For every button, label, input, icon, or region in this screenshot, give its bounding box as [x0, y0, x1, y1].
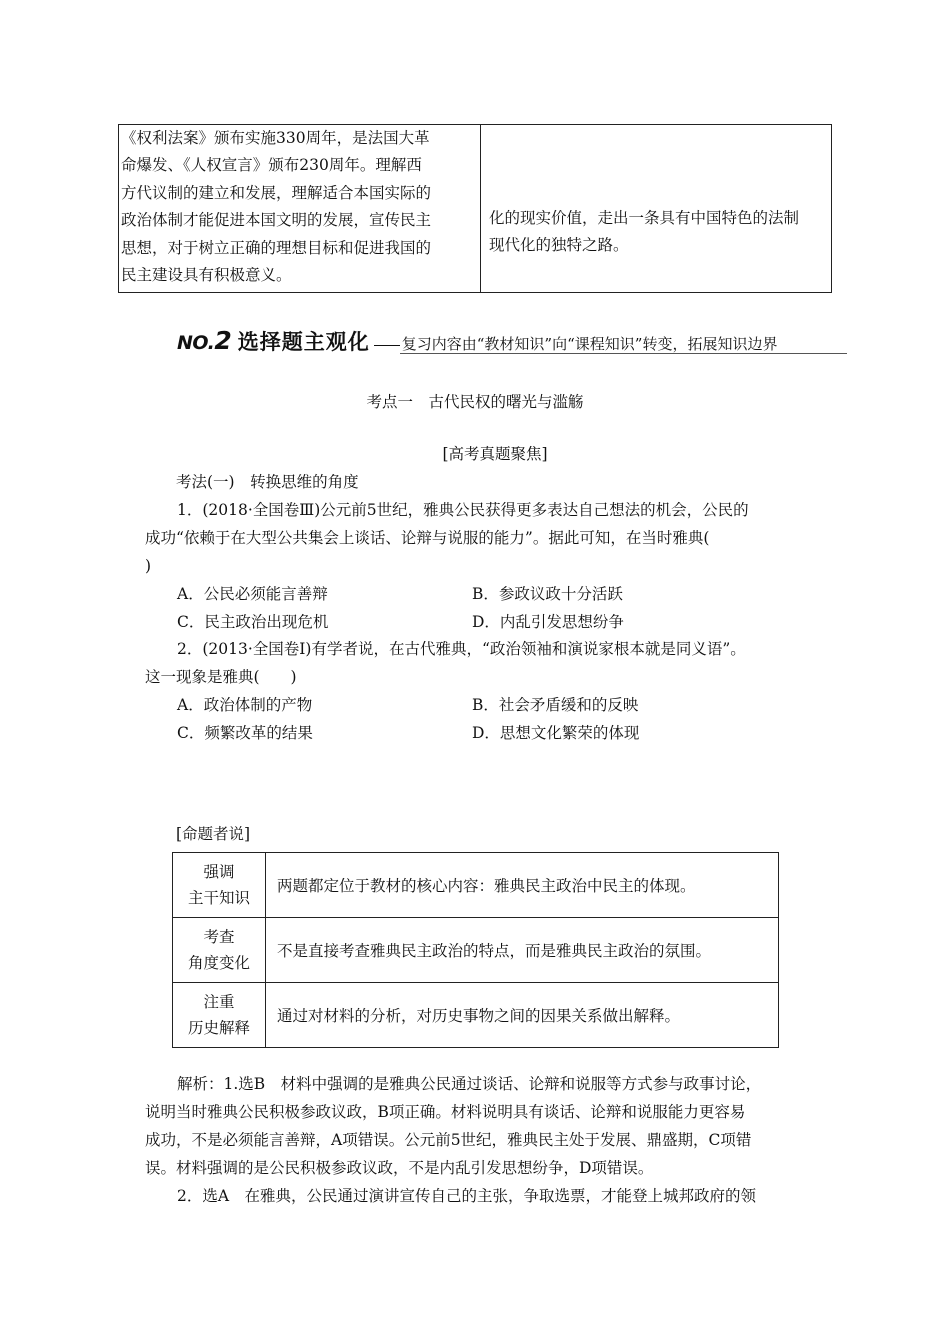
option-b: B．社会矛盾缓和的反映 — [472, 696, 639, 714]
banner-no-label: NO. — [177, 332, 215, 354]
top-continuation-table — [118, 124, 832, 293]
option-c: C．民主政治出现危机 — [177, 613, 329, 631]
proposer-table — [172, 852, 779, 1048]
key-line: 强调 — [203, 863, 235, 881]
row-key — [173, 853, 266, 918]
section-banner — [177, 326, 847, 354]
row-key — [173, 983, 266, 1048]
key-line: 考查 — [203, 928, 235, 946]
analysis-text — [145, 1070, 825, 1210]
banner-dash — [374, 345, 400, 346]
question-line: 成功“依赖于在大型公共集会上谈话、论辩与说服的能力”。据此可知，在当时雅典( — [145, 529, 710, 547]
option-d: D．思想文化繁荣的体现 — [472, 724, 640, 742]
table-row — [173, 853, 779, 918]
question-2 — [145, 635, 825, 747]
text-line: 政治体制才能促进本国文明的发展，宣传民主 — [121, 211, 432, 230]
analysis-line: 2．选A 在雅典，公民通过演讲宣传自己的主张，争取选票，才能登上城邦政府的领 — [177, 1187, 757, 1205]
table-row — [173, 918, 779, 983]
analysis-line: 说明当时雅典公民积极参政议政，B项正确。材料说明具有谈话、论辩和说服能力更容易 — [145, 1103, 746, 1121]
banner-underline — [400, 353, 847, 354]
option-a: A．公民必须能言善辩 — [177, 585, 328, 603]
focus-heading: [高考真题聚焦] — [442, 445, 548, 463]
key-line: 历史解释 — [187, 1019, 250, 1037]
text-line: 化的现实价值，走出一条具有中国特色的法制 — [489, 209, 800, 227]
analysis-line: 误。材料强调的是公民积极参政议政，不是内乱引发思想纷争，D项错误。 — [145, 1159, 654, 1177]
analysis-line: 成功，不是必须能言善辩，A项错误。公元前5世纪，雅典民主处于发展、鼎盛期，C项错 — [145, 1131, 752, 1149]
table-row — [173, 983, 779, 1048]
key-line: 注重 — [203, 993, 235, 1011]
key-line: 角度变化 — [187, 954, 250, 972]
table-left-cell — [121, 125, 473, 289]
text-line: 民主建设具有积极意义。 — [121, 266, 292, 285]
banner-title: 选择题主观化 — [237, 330, 370, 354]
option-d: D．内乱引发思想纷争 — [472, 613, 624, 631]
row-value: 两题都定位于教材的核心内容：雅典民主政治中民主的体现。 — [266, 853, 779, 918]
key-line: 主干知识 — [187, 889, 250, 907]
proposer-heading: [命题者说] — [176, 825, 251, 843]
table-right-cell — [489, 205, 829, 260]
text-line: 思想，对于树立正确的理想目标和促进我国的 — [121, 238, 432, 257]
text-line: 现代化的独特之路。 — [489, 236, 629, 255]
question-line: 这一现象是雅典( ) — [145, 668, 297, 686]
option-b: B．参政议政十分活跃 — [472, 585, 623, 603]
section-title: 考点一 古代民权的曙光与滥觞 — [366, 393, 584, 411]
row-value: 通过对材料的分析，对历史事物之间的因果关系做出解释。 — [266, 983, 779, 1048]
question-line: ) — [145, 557, 152, 575]
option-c: C．频繁改革的结果 — [177, 724, 313, 742]
method-heading: 考法(一) 转换思维的角度 — [176, 473, 359, 491]
question-1 — [145, 496, 825, 636]
text-line: 命爆发、《人权宣言》颁布230周年。理解西 — [121, 156, 422, 175]
row-value: 不是直接考查雅典民主政治的特点，而是雅典民主政治的氛围。 — [266, 918, 779, 983]
banner-number: 2 — [214, 326, 232, 355]
banner-subtitle: 复习内容由“教材知识”向“课程知识”转变，拓展知识边界 — [401, 335, 778, 353]
question-line: 2．(2013·全国卷Ⅰ)有学者说，在古代雅典，“政治领袖和演说家根本就是同义语”。 — [177, 640, 746, 658]
text-line: 《权利法案》颁布实施330周年，是法国大革 — [121, 129, 430, 147]
table-divider — [480, 125, 481, 292]
question-line: 1．(2018·全国卷Ⅲ)公元前5世纪，雅典公民获得更多表达自己想法的机会，公民的 — [177, 501, 749, 519]
text-line: 方代议制的建立和发展，理解适合本国实际的 — [121, 183, 432, 202]
option-a: A．政治体制的产物 — [177, 696, 313, 714]
analysis-line: 解析：1.选B 材料中强调的是雅典公民通过谈话、论辩和说服等方式参与政事讨论， — [177, 1075, 762, 1093]
row-key — [173, 918, 266, 983]
